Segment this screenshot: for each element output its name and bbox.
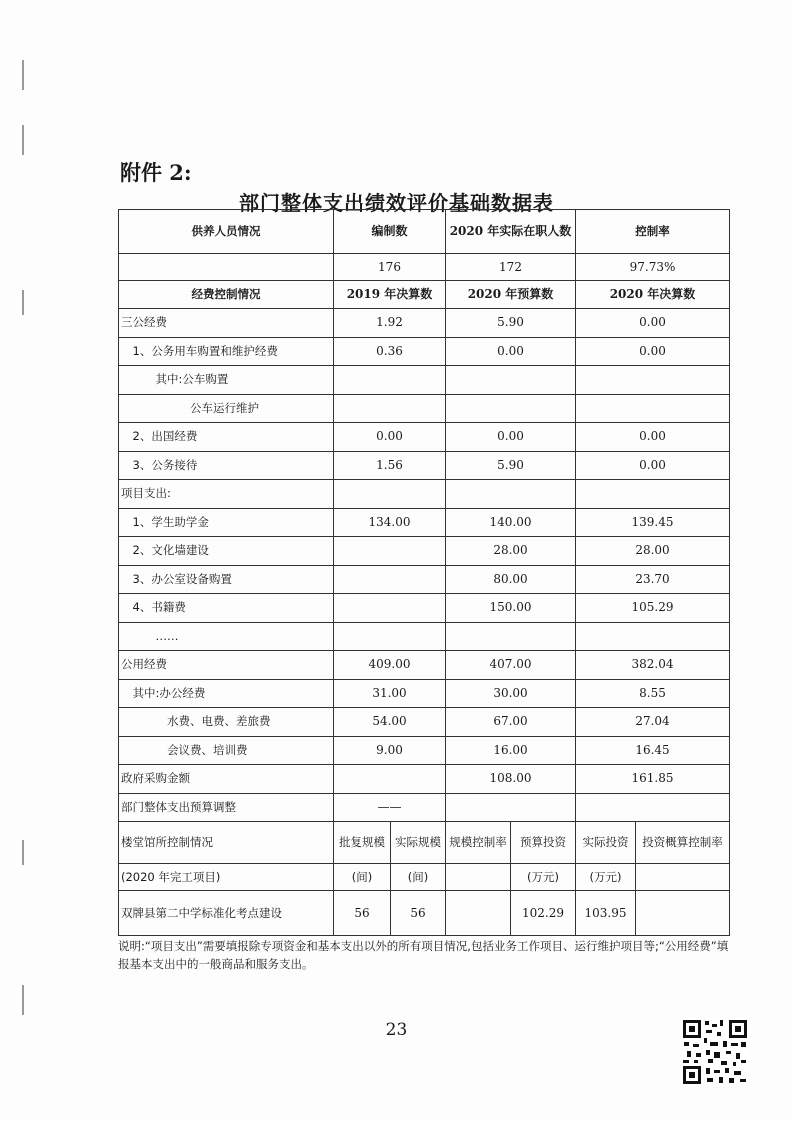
expense-row xyxy=(119,594,730,623)
staff-header-row xyxy=(119,210,730,254)
expense-row xyxy=(119,708,730,737)
expense-item-label: 公用经费 xyxy=(119,651,334,680)
scan-edge-mark xyxy=(22,985,24,1015)
scan-edge-mark xyxy=(22,60,24,90)
expense-value-2020-final: 23.70 xyxy=(576,565,730,594)
expense-value-2019-final: 134.00 xyxy=(334,508,446,537)
expense-item-label: 三公经费 xyxy=(119,309,334,338)
expense-value-2019-final xyxy=(334,565,446,594)
expense-value-2019-final: 31.00 xyxy=(334,679,446,708)
expense-value-2019-final: —— xyxy=(334,793,446,822)
expense-value-2020-final: 16.45 xyxy=(576,736,730,765)
scan-edge-mark xyxy=(22,125,24,155)
scan-edge-mark xyxy=(22,840,24,865)
expense-value-2020-final xyxy=(576,480,730,509)
expense-row xyxy=(119,480,730,509)
building-units-row xyxy=(119,864,730,891)
building-unit-cell: (万元) xyxy=(511,864,576,891)
expense-value-2020-budget: 28.00 xyxy=(446,537,576,566)
building-unit-cell: (万元) xyxy=(576,864,636,891)
expense-value-2020-budget: 67.00 xyxy=(446,708,576,737)
expense-value-2019-final: 1.92 xyxy=(334,309,446,338)
expense-value-2019-final: 409.00 xyxy=(334,651,446,680)
building-value-cell: 56 xyxy=(334,891,391,936)
footnote: 说明:“项目支出”需要填报除专项资金和基本支出以外的所有项目情况,包括业务工作项目、运行维护项目等;“公用经费”填报基本支出中的一般商品和服务支出。 xyxy=(118,939,729,971)
expense-row xyxy=(119,565,730,594)
building-value-cell: 56 xyxy=(391,891,446,936)
building-unit-cell xyxy=(446,864,511,891)
staff-header-cell: 编制数 xyxy=(334,210,446,254)
building-unit-cell: (间) xyxy=(334,864,391,891)
expense-value-2020-final: 0.00 xyxy=(576,423,730,452)
expense-row xyxy=(119,736,730,765)
expense-item-label: 1、学生助学金 xyxy=(119,508,334,537)
expense-value-2020-final: 382.04 xyxy=(576,651,730,680)
qr-code-icon xyxy=(681,1018,749,1086)
expense-item-label: 部门整体支出预算调整 xyxy=(119,793,334,822)
building-units-label: (2020 年完工项目) xyxy=(119,864,334,891)
expense-row xyxy=(119,537,730,566)
expense-value-2020-budget xyxy=(446,793,576,822)
expense-value-2019-final: 0.36 xyxy=(334,337,446,366)
building-value-cell: 102.29 xyxy=(511,891,576,936)
expense-item-label: 政府采购金额 xyxy=(119,765,334,794)
expense-value-2020-budget: 407.00 xyxy=(446,651,576,680)
scan-edge-mark xyxy=(22,290,24,315)
building-data-row xyxy=(119,891,730,936)
expense-value-2019-final xyxy=(334,394,446,423)
expense-value-2020-budget: 80.00 xyxy=(446,565,576,594)
expense-value-2020-budget: 140.00 xyxy=(446,508,576,537)
expense-value-2019-final xyxy=(334,537,446,566)
staff-header-label: 供养人员情况 xyxy=(119,210,334,254)
building-header-cell: 实际规模 xyxy=(391,822,446,864)
expense-value-2020-final: 0.00 xyxy=(576,337,730,366)
expense-item-label: 会议费、培训费 xyxy=(119,736,334,765)
expense-value-2019-final: 0.00 xyxy=(334,423,446,452)
building-value-cell xyxy=(446,891,511,936)
expense-value-2020-budget xyxy=(446,394,576,423)
expense-item-label: 4、书籍费 xyxy=(119,594,334,623)
expense-value-2020-budget: 5.90 xyxy=(446,309,576,338)
staff-header-cell: 控制率 xyxy=(576,210,730,254)
expense-value-2020-budget: 0.00 xyxy=(446,337,576,366)
expense-value-2020-final: 139.45 xyxy=(576,508,730,537)
building-header-cell: 规模控制率 xyxy=(446,822,511,864)
expense-row xyxy=(119,679,730,708)
staff-value-cell: 176 xyxy=(334,254,446,281)
building-header-cell: 预算投资 xyxy=(511,822,576,864)
expense-value-2020-final: 28.00 xyxy=(576,537,730,566)
staff-header-cell: 2020 年实际在职人数 xyxy=(446,210,576,254)
expense-row xyxy=(119,394,730,423)
expense-header-cell: 2020 年预算数 xyxy=(446,281,576,309)
expense-item-label: 2、文化墙建设 xyxy=(119,537,334,566)
page-number: 23 xyxy=(385,1020,408,1040)
expense-item-label: 其中:办公经费 xyxy=(119,679,334,708)
expense-item-label: 1、公务用车购置和维护经费 xyxy=(119,337,334,366)
building-header-label: 楼堂馆所控制情况 xyxy=(119,822,334,864)
expense-value-2020-budget: 30.00 xyxy=(446,679,576,708)
expense-value-2019-final xyxy=(334,480,446,509)
expense-value-2020-final xyxy=(576,622,730,651)
attachment-label: 附件 2: xyxy=(120,160,192,185)
expense-value-2019-final xyxy=(334,622,446,651)
expense-item-label: 公车运行维护 xyxy=(119,394,334,423)
expense-value-2020-final: 27.04 xyxy=(576,708,730,737)
expense-value-2020-final xyxy=(576,394,730,423)
expense-item-label: 2、出国经费 xyxy=(119,423,334,452)
expense-value-2020-final: 105.29 xyxy=(576,594,730,623)
expense-value-2020-budget xyxy=(446,480,576,509)
expense-header-label: 经费控制情况 xyxy=(119,281,334,309)
expense-value-2019-final xyxy=(334,765,446,794)
building-header-cell: 实际投资 xyxy=(576,822,636,864)
building-header-cell: 投资概算控制率 xyxy=(636,822,730,864)
expense-row xyxy=(119,622,730,651)
expense-row xyxy=(119,337,730,366)
expense-value-2020-final xyxy=(576,793,730,822)
building-value-cell xyxy=(636,891,730,936)
expense-value-2019-final: 54.00 xyxy=(334,708,446,737)
expense-value-2020-final: 161.85 xyxy=(576,765,730,794)
expense-row xyxy=(119,309,730,338)
expense-value-2019-final xyxy=(334,366,446,395)
building-unit-cell xyxy=(636,864,730,891)
expense-value-2020-budget: 5.90 xyxy=(446,451,576,480)
expense-row xyxy=(119,451,730,480)
building-value-cell: 103.95 xyxy=(576,891,636,936)
expense-item-label: 3、公务接待 xyxy=(119,451,334,480)
expense-value-2020-budget: 150.00 xyxy=(446,594,576,623)
staff-value-cell: 172 xyxy=(446,254,576,281)
expense-value-2019-final: 9.00 xyxy=(334,736,446,765)
expense-value-2020-budget: 16.00 xyxy=(446,736,576,765)
expense-value-2020-budget xyxy=(446,366,576,395)
expense-item-label: 项目支出: xyxy=(119,480,334,509)
expense-value-2020-final xyxy=(576,366,730,395)
expense-item-label: 水费、电费、差旅费 xyxy=(119,708,334,737)
building-header-row xyxy=(119,822,730,864)
expense-value-2020-budget xyxy=(446,622,576,651)
staff-value-cell: 97.73% xyxy=(576,254,730,281)
expense-row xyxy=(119,765,730,794)
expense-header-cell: 2019 年决算数 xyxy=(334,281,446,309)
expense-item-label: 其中:公车购置 xyxy=(119,366,334,395)
expense-row xyxy=(119,508,730,537)
expense-row xyxy=(119,366,730,395)
expense-item-label: 3、办公室设备购置 xyxy=(119,565,334,594)
expense-row xyxy=(119,651,730,680)
expense-header-cell: 2020 年决算数 xyxy=(576,281,730,309)
staff-values-row xyxy=(119,254,730,281)
expense-value-2020-final: 0.00 xyxy=(576,451,730,480)
building-unit-cell: (间) xyxy=(391,864,446,891)
expense-row xyxy=(119,793,730,822)
expense-row xyxy=(119,423,730,452)
staff-value-cell xyxy=(119,254,334,281)
performance-data-table xyxy=(118,209,730,936)
building-header-cell: 批复规模 xyxy=(334,822,391,864)
expense-value-2020-final: 0.00 xyxy=(576,309,730,338)
expense-value-2019-final xyxy=(334,594,446,623)
expense-value-2019-final: 1.56 xyxy=(334,451,446,480)
page-title: 部门整体支出绩效评价基础数据表 xyxy=(239,191,554,215)
expense-value-2020-final: 8.55 xyxy=(576,679,730,708)
expense-value-2020-budget: 108.00 xyxy=(446,765,576,794)
expense-value-2020-budget: 0.00 xyxy=(446,423,576,452)
expense-item-label: …… xyxy=(119,622,334,651)
building-project-name: 双牌县第二中学标准化考点建设 xyxy=(119,891,334,936)
expense-header-row xyxy=(119,281,730,309)
